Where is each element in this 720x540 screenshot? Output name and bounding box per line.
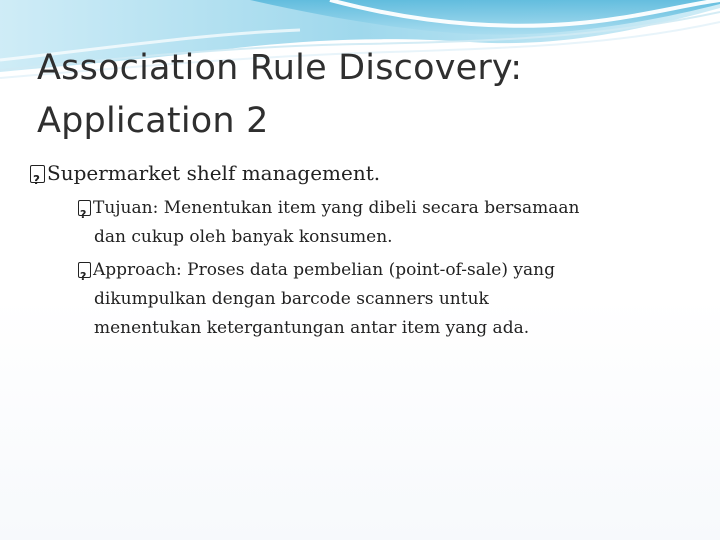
sub-bullet-tujuan	[78, 194, 579, 223]
missing-glyph-icon	[30, 165, 45, 183]
title-line-2: Application 2	[37, 101, 269, 141]
bullet-supermarket	[30, 158, 380, 188]
sub-bullet-approach-text-2: dikumpulkan dengan barcode scanners untuk	[94, 289, 489, 309]
sub-bullet-tujuan-text-1: Tujuan: Menentukan item yang dibeli secara bersamaan	[93, 198, 580, 218]
sub-bullet-approach	[78, 256, 555, 285]
bullet-supermarket-text: Supermarket shelf management.	[47, 161, 381, 185]
sub-bullet-tujuan-text-2: dan cukup oleh banyak konsumen.	[94, 227, 393, 247]
sub-bullet-approach-text-3: menentukan ketergantungan antar item yang ada.	[94, 318, 530, 338]
title-line-1: Association Rule Discovery:	[37, 48, 523, 88]
missing-glyph-icon	[78, 262, 91, 278]
missing-glyph-icon	[78, 200, 91, 216]
sub-bullet-approach-text-1: Approach: Proses data pembelian (point-of-sale) yang	[93, 260, 555, 280]
